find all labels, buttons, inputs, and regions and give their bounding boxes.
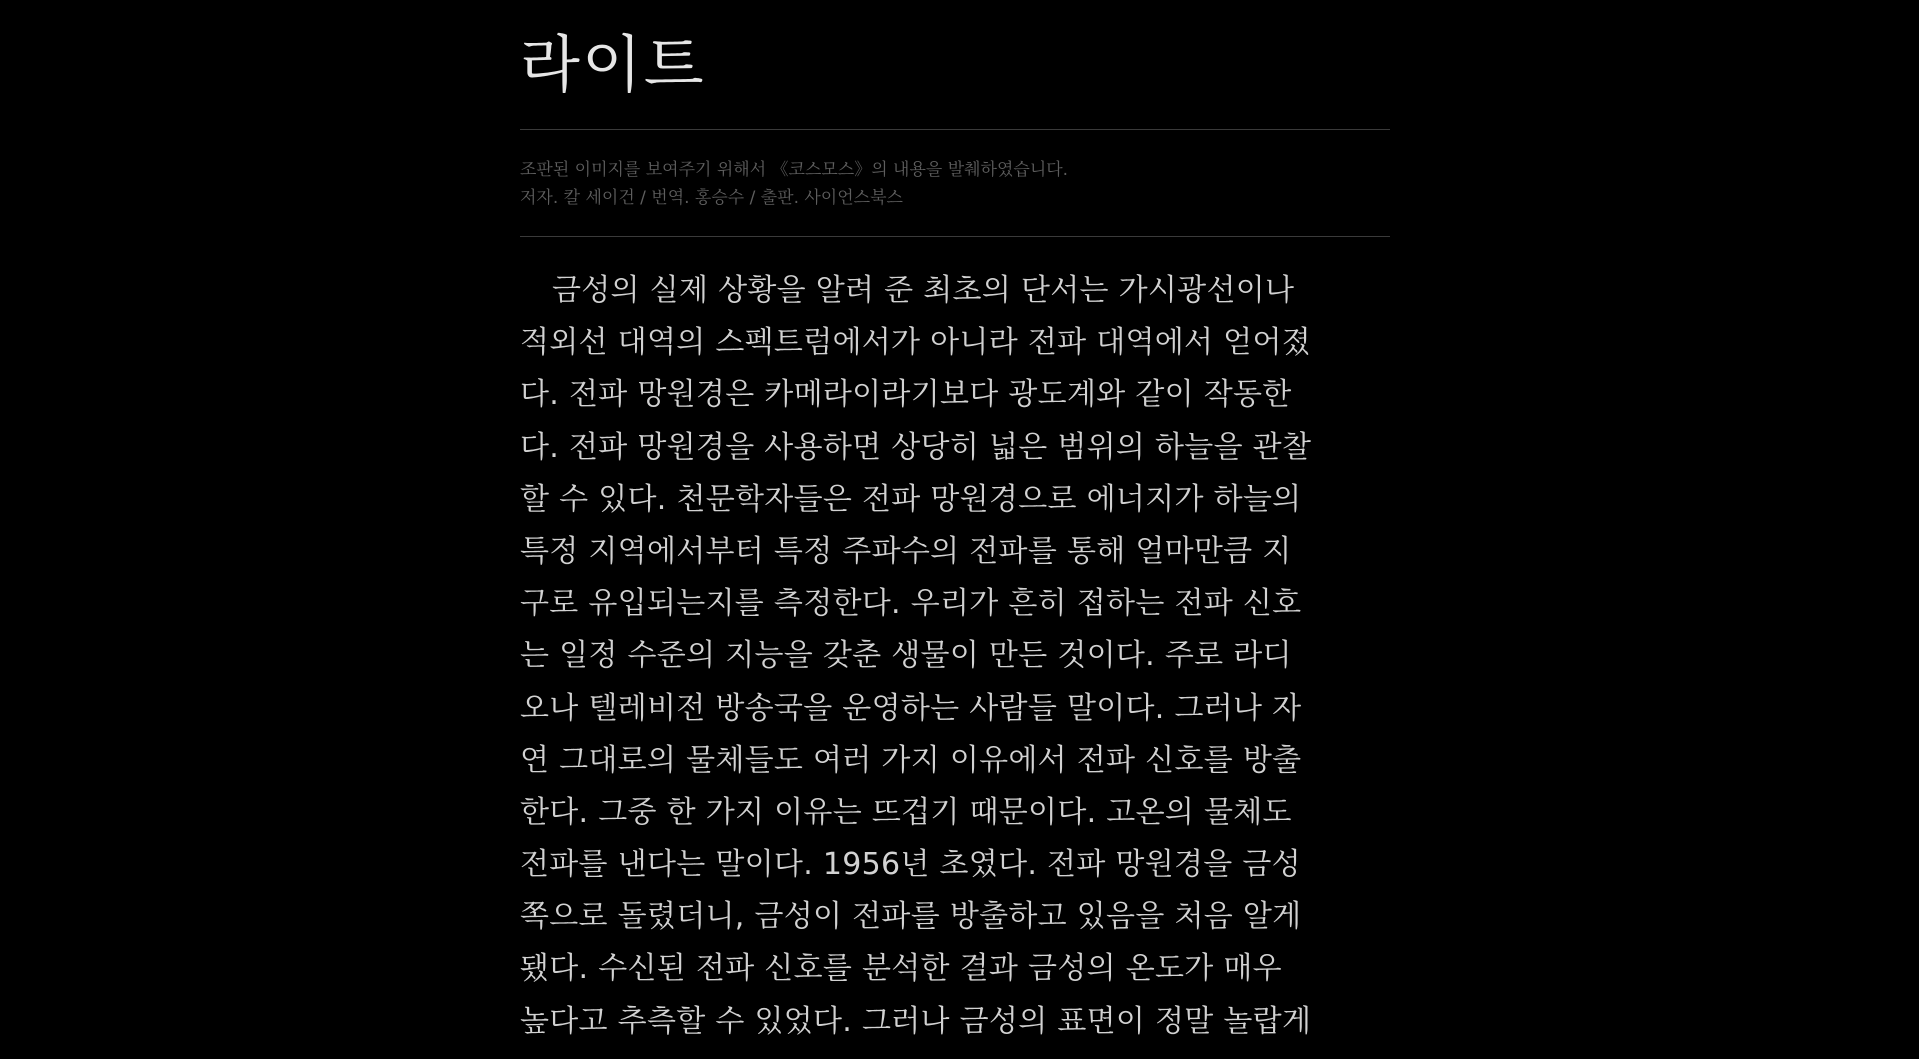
body-line: 는 일정 수준의 지능을 갖춘 생물이 만든 것이다. 주로 라디: [520, 638, 1292, 674]
body-line: 오나 텔레비전 방송국을 운영하는 사람들 말이다. 그러나 자: [520, 690, 1302, 726]
body-line: 특정 지역에서부터 특정 주파수의 전파를 통해 얼마만큼 지: [520, 533, 1292, 569]
body-line: 됐다. 수신된 전파 신호를 분석한 결과 금성의 온도가 매우: [520, 951, 1282, 987]
body-line: 쪽으로 돌렸더니, 금성이 전파를 방출하고 있음을 처음 알게: [520, 899, 1302, 935]
article-meta: [520, 130, 1390, 236]
article-column: [520, 0, 1390, 1048]
body-line: 다. 전파 망원경을 사용하면 상당히 넓은 범위의 하늘을 관찰: [520, 429, 1312, 465]
body-line: 높다고 추측할 수 있었다. 그러나 금성의 표면이 정말 놀랍게: [520, 1003, 1312, 1039]
body-line: 연 그대로의 물체들도 여러 가지 이유에서 전파 신호를 방출: [520, 742, 1302, 778]
body-line: 전파를 낸다는 말이다. 1956년 초였다. 전파 망원경을 금성: [520, 847, 1301, 883]
body-line: 다. 전파 망원경은 카메라이라기보다 광도계와 같이 작동한: [520, 377, 1292, 413]
body-line: 구로 유입되는지를 측정한다. 우리가 흔히 접하는 전파 신호: [520, 586, 1302, 622]
excerpt-note: 조판된 이미지를 보여주기 위해서 《코스모스》의 내용을 발췌하였습니다.: [520, 160, 1069, 180]
article-body: [520, 237, 1390, 1048]
credits-line: 저자. 칼 세이건 / 번역. 홍승수 / 출판. 사이언스북스: [520, 188, 903, 208]
body-line: 금성의 실제 상황을 알려 준 최초의 단서는 가시광선이나: [552, 273, 1295, 308]
article-title: 라이트: [520, 28, 706, 101]
body-line: 한다. 그중 한 가지 이유는 뜨겁기 때문이다. 고온의 물체도: [520, 794, 1292, 830]
body-line: 할 수 있다. 천문학자들은 전파 망원경으로 에너지가 하늘의: [520, 481, 1302, 517]
body-line: 적외선 대역의 스펙트럼에서가 아니라 전파 대역에서 얻어졌: [520, 325, 1312, 361]
